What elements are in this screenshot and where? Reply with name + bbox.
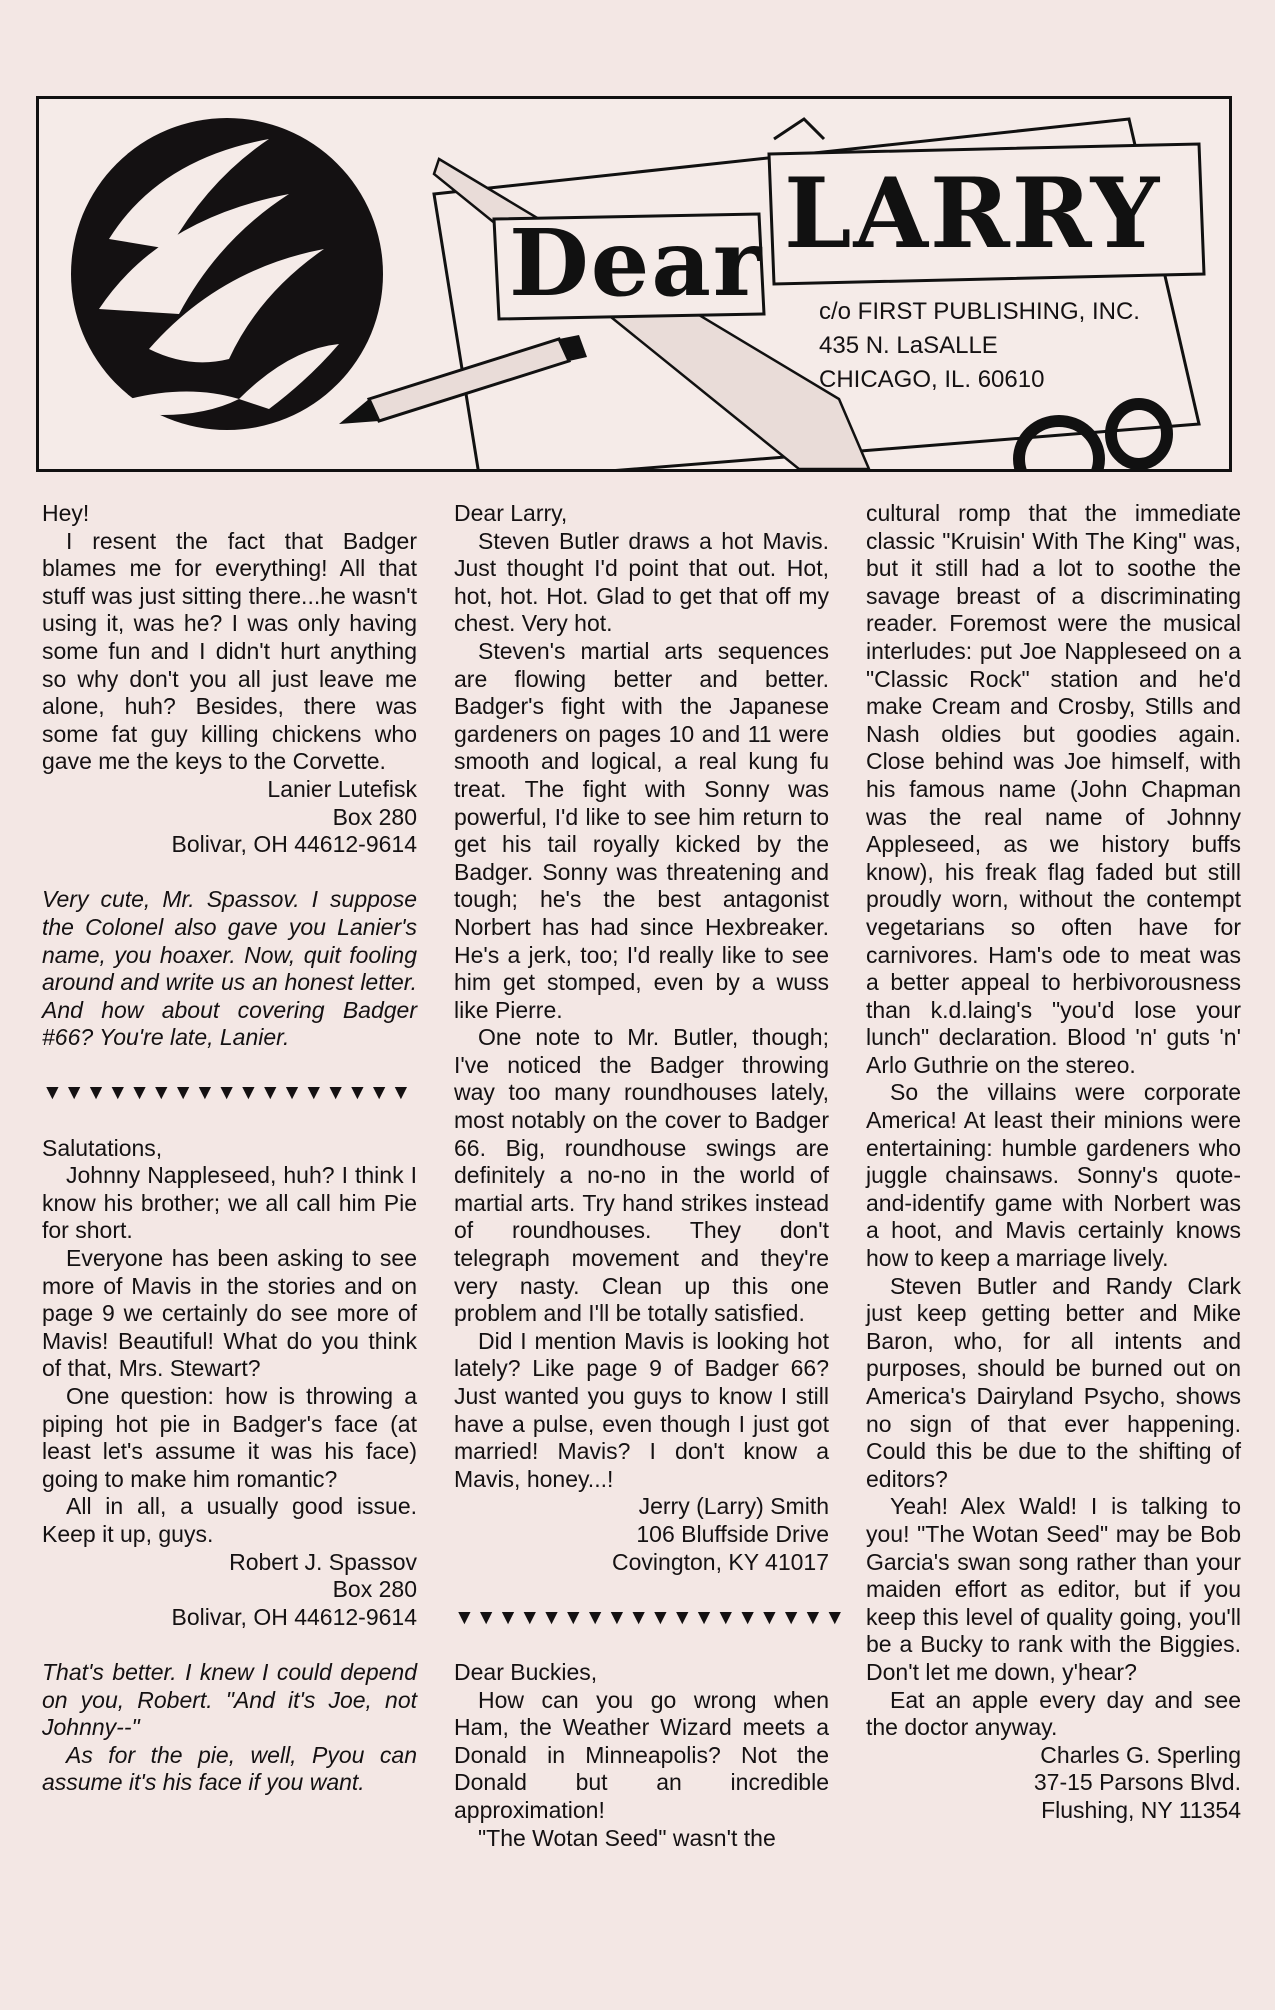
header-panel bbox=[36, 96, 1232, 472]
title-larry: LARRY bbox=[784, 157, 1162, 270]
letter-paragraph: One question: how is throwing a piping hot pie in Badger's face (at least let's assume it was his face) going to make him romantic? bbox=[42, 1383, 417, 1492]
address-line: 435 N. LaSALLE bbox=[819, 332, 998, 359]
letter-paragraph: cultural romp that the immediate classic "Kruisin' With The King" was, but it still had a lot to soothe the savage breast of a discriminating reader. Foremost were the musical interludes: put Joe Nappleseed on a "Classic Rock" station and he'd make Cream and Crosby, Stills and Nash oldies but goodies again. Close behind was Joe himself, with his famous name (John Chapman was the real name of Johnny Appleseed, as we history buffs know), his freak flag faded but still proudly worn, without the contempt vegetarians so often have for carnivores. Ham's ode to meat was a better appeal to herbivorousness than k.d.laing's "you'd lose your lunch" declaration. Blood 'n' guts 'n' Arlo Guthrie on the stereo. bbox=[866, 500, 1241, 1078]
title-dear: Dear bbox=[509, 209, 764, 317]
column-2 bbox=[454, 500, 847, 1852]
editor-reply: That's better. I knew I could depend on you, Robert. "And it's Joe, not Johnny--" bbox=[42, 1658, 417, 1741]
address-line: CHICAGO, IL. 60610 bbox=[819, 366, 1045, 393]
editor-reply: As for the pie, well, Pyou can assume it's his face if you want. bbox=[42, 1741, 417, 1796]
letter-greeting: Hey! bbox=[42, 500, 90, 526]
column-1 bbox=[42, 500, 417, 1797]
letter-paragraph: All in all, a usually good issue. Keep it up, guys. bbox=[42, 1493, 417, 1547]
letter-greeting: Dear Larry, bbox=[454, 500, 568, 526]
signature-city: Bolivar, OH 44612-9614 bbox=[171, 831, 417, 858]
triangle-divider: ▼▼▼▼▼▼▼▼▼▼▼▼▼▼▼▼▼▼ bbox=[454, 1605, 847, 1629]
badger-logo-icon bbox=[71, 118, 383, 430]
address-line: c/o FIRST PUBLISHING, INC. bbox=[819, 298, 1140, 325]
signature-address: Box 280 bbox=[332, 803, 417, 830]
letter-body: I resent the fact that Badger blames me for everything! All that stuff was just sitting there...he wasn't using it, was he? I was only having some fun and I didn't hurt anything so why don't you all just leave me alone, huh? Besides, there was some fat guy killing chickens who gave me the keys to the Corvette. bbox=[42, 527, 417, 775]
signature-address: 37-15 Parsons Blvd. bbox=[1033, 1769, 1241, 1796]
letter-paragraph: Everyone has been asking to see more of Mavis in the stories and on page 9 we certainly do see more of Mavis! Beautiful! What do you think of that, Mrs. Stewart? bbox=[42, 1245, 417, 1382]
letter-paragraph: Steven Butler draws a hot Mavis. Just thought I'd point that out. Hot, hot, hot. Hot. Glad to get that off my chest. Very hot. bbox=[454, 527, 829, 637]
letter-paragraph: Steven Butler and Randy Clark just keep getting better and Mike Baron, who, for all intents and purposes, should be burned out on America's Dairyland Psycho, shows no sign of that ever happening. Could this be due to the shifting of editors? bbox=[866, 1272, 1241, 1492]
signature-name: Robert J. Spassov bbox=[229, 1548, 417, 1575]
letter-greeting: Salutations, bbox=[42, 1134, 163, 1161]
letter-paragraph: Eat an apple every day and see the doctor anyway. bbox=[866, 1686, 1241, 1741]
signature-city: Bolivar, OH 44612-9614 bbox=[171, 1603, 417, 1630]
letter-paragraph: One note to Mr. Butler, though; I've noticed the Badger throwing way too many roundhouses lately, most notably on the cover to Badger 66. Big, roundhouse swings are definitely a no-no in the world of martial arts. Try hand strikes instead of roundhouses. They don't telegraph movement and they're very nasty. Clean up this one problem and I'll be totally satisfied. bbox=[454, 1024, 829, 1327]
signature-name: Jerry (Larry) Smith bbox=[638, 1493, 829, 1520]
letter-greeting: Dear Buckies, bbox=[454, 1658, 598, 1685]
letter-paragraph: "The Wotan Seed" wasn't the bbox=[478, 1824, 776, 1851]
triangle-divider: ▼▼▼▼▼▼▼▼▼▼▼▼▼▼▼▼▼ bbox=[42, 1081, 413, 1105]
signature-address: 106 Bluffside Drive bbox=[636, 1520, 829, 1547]
letter-paragraph: So the villains were corporate America! At least their minions were entertaining: humble gardeners who juggle chainsaws. Sonny's quote-and-identify game with Norbert was a hoot, and Mavis certainly knows how to keep a marriage lively. bbox=[866, 1079, 1241, 1272]
signature-city: Covington, KY 41017 bbox=[612, 1548, 829, 1575]
signature-name: Charles G. Sperling bbox=[1040, 1741, 1241, 1768]
signature-name: Lanier Lutefisk bbox=[267, 775, 417, 802]
letter-paragraph: Did I mention Mavis is looking hot lately? Like page 9 of Badger 66? Just wanted you guys to know I still have a pulse, even though I just got married! Mavis? I don't know a Mavis, honey...! bbox=[454, 1327, 829, 1492]
letter-paragraph: How can you go wrong when Ham, the Weather Wizard meets a Donald in Minneapolis? Not the Donald but an incredible approximation! bbox=[454, 1686, 829, 1823]
signature-address: Box 280 bbox=[332, 1576, 417, 1603]
signature-city: Flushing, NY 11354 bbox=[1041, 1796, 1241, 1823]
editor-reply: Very cute, Mr. Spassov. I suppose the Colonel also gave you Lanier's name, you hoaxer. Now, quit fooling around and write us an honest letter. And how about covering Badger #66? You're late, Lanier. bbox=[42, 886, 417, 1051]
letter-paragraph: Steven's martial arts sequences are flowing better and better. Badger's fight with the Japanese gardeners on pages 10 and 11 were smooth and logical, a real kung fu treat. The fight with Sonny was powerful, I'd like to see him return to get his tail royally kicked by the Badger. Sonny was threatening and tough; he's the best antagonist Norbert has had since Hexbreaker. He's a jerk, too; I'd really like to see him get stomped, even by a wuss like Pierre. bbox=[454, 637, 829, 1023]
mailing-address bbox=[819, 295, 1140, 397]
letter-paragraph: Yeah! Alex Wald! I is talking to you! "The Wotan Seed" may be Bob Garcia's swan song rather than your maiden effort as editor, but if you keep this level of quality going, you'll be a Bucky to rank with the Biggies. Don't let me down, y'hear? bbox=[866, 1493, 1241, 1685]
column-3 bbox=[866, 500, 1241, 1825]
letter-paragraph: Johnny Nappleseed, huh? I think I know his brother; we all call him Pie for short. bbox=[42, 1162, 417, 1244]
